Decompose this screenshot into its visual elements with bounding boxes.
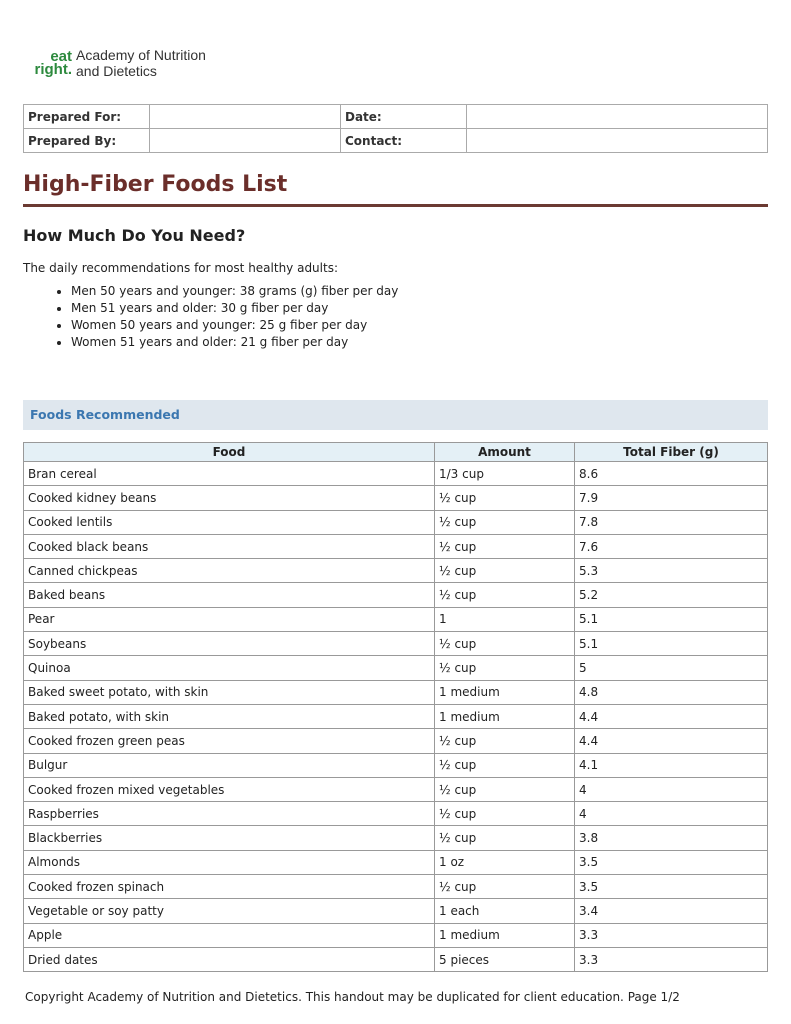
cell-food: Cooked black beans bbox=[24, 534, 435, 558]
table-row bbox=[24, 656, 768, 680]
prepared-for-label: Prepared For: bbox=[24, 105, 150, 129]
cell-amount: 1 each bbox=[435, 899, 575, 923]
cell-fiber: 3.3 bbox=[575, 947, 768, 971]
cell-amount: ½ cup bbox=[435, 486, 575, 510]
cell-fiber: 7.8 bbox=[575, 510, 768, 534]
page-title: High-Fiber Foods List bbox=[23, 172, 288, 197]
logo bbox=[26, 47, 206, 79]
cell-fiber: 5 bbox=[575, 656, 768, 680]
prepared-by-field[interactable] bbox=[150, 129, 341, 153]
table-row bbox=[24, 534, 768, 558]
cell-amount: ½ cup bbox=[435, 510, 575, 534]
cell-fiber: 3.5 bbox=[575, 850, 768, 874]
cell-fiber: 4 bbox=[575, 802, 768, 826]
cell-amount: 1 medium bbox=[435, 680, 575, 704]
table-row bbox=[24, 704, 768, 728]
table-row bbox=[24, 850, 768, 874]
cell-food: Almonds bbox=[24, 850, 435, 874]
list-item: • Men 51 years and older: 30 g fiber per day bbox=[71, 300, 398, 317]
intro-text: The daily recommendations for most healthy adults: bbox=[23, 261, 338, 275]
table-row bbox=[24, 510, 768, 534]
table-row bbox=[24, 899, 768, 923]
table-row bbox=[24, 802, 768, 826]
cell-fiber: 5.3 bbox=[575, 559, 768, 583]
cell-fiber: 5.1 bbox=[575, 632, 768, 656]
title-divider bbox=[23, 204, 768, 207]
cell-amount: 5 pieces bbox=[435, 947, 575, 971]
cell-amount: ½ cup bbox=[435, 802, 575, 826]
cell-food: Baked potato, with skin bbox=[24, 704, 435, 728]
cell-food: Bulgur bbox=[24, 753, 435, 777]
cell-fiber: 5.1 bbox=[575, 607, 768, 631]
table-row bbox=[24, 875, 768, 899]
cell-amount: ½ cup bbox=[435, 875, 575, 899]
footer-copyright: Copyright Academy of Nutrition and Dietetics. This handout may be duplicated for client education. Page 1/2 bbox=[25, 990, 680, 1004]
cell-amount: ½ cup bbox=[435, 729, 575, 753]
eatright-logo-mark bbox=[26, 50, 72, 76]
cell-amount: ½ cup bbox=[435, 777, 575, 801]
col-header-fiber: Total Fiber (g) bbox=[575, 443, 768, 462]
cell-fiber: 3.5 bbox=[575, 875, 768, 899]
cell-fiber: 4.1 bbox=[575, 753, 768, 777]
cell-amount: 1 medium bbox=[435, 704, 575, 728]
logo-mark-top: eat bbox=[50, 48, 72, 65]
cell-fiber: 3.3 bbox=[575, 923, 768, 947]
cell-food: Bran cereal bbox=[24, 462, 435, 486]
cell-food: Pear bbox=[24, 607, 435, 631]
cell-amount: ½ cup bbox=[435, 583, 575, 607]
list-item: • Men 50 years and younger: 38 grams (g) fiber per day bbox=[71, 283, 398, 300]
logo-line2: and Dietetics bbox=[76, 63, 157, 79]
cell-amount: 1/3 cup bbox=[435, 462, 575, 486]
cell-fiber: 4.4 bbox=[575, 729, 768, 753]
cell-food: Raspberries bbox=[24, 802, 435, 826]
foods-table bbox=[23, 442, 768, 972]
table-row bbox=[24, 826, 768, 850]
prepared-by-label: Prepared By: bbox=[24, 129, 150, 153]
cell-food: Baked beans bbox=[24, 583, 435, 607]
cell-amount: ½ cup bbox=[435, 632, 575, 656]
logo-line1: Academy of Nutrition bbox=[76, 47, 206, 63]
cell-food: Apple bbox=[24, 923, 435, 947]
col-header-food: Food bbox=[24, 443, 435, 462]
col-header-amount: Amount bbox=[435, 443, 575, 462]
table-row bbox=[24, 729, 768, 753]
date-label: Date: bbox=[341, 105, 467, 129]
table-row bbox=[24, 607, 768, 631]
recommendations-list bbox=[23, 283, 398, 351]
table-row bbox=[24, 632, 768, 656]
cell-food: Baked sweet potato, with skin bbox=[24, 680, 435, 704]
cell-amount: 1 bbox=[435, 607, 575, 631]
table-row bbox=[24, 559, 768, 583]
cell-amount: 1 oz bbox=[435, 850, 575, 874]
table-row bbox=[24, 583, 768, 607]
cell-fiber: 4.4 bbox=[575, 704, 768, 728]
table-row bbox=[24, 777, 768, 801]
section-heading: How Much Do You Need? bbox=[23, 226, 246, 245]
contact-label: Contact: bbox=[341, 129, 467, 153]
cell-amount: ½ cup bbox=[435, 559, 575, 583]
contact-field[interactable] bbox=[467, 129, 768, 153]
table-row bbox=[24, 753, 768, 777]
cell-amount: ½ cup bbox=[435, 753, 575, 777]
table-row bbox=[24, 680, 768, 704]
cell-fiber: 8.6 bbox=[575, 462, 768, 486]
cell-food: Cooked frozen green peas bbox=[24, 729, 435, 753]
list-item: • Women 51 years and older: 21 g fiber per day bbox=[71, 334, 398, 351]
cell-food: Cooked kidney beans bbox=[24, 486, 435, 510]
list-item: • Women 50 years and younger: 25 g fiber per day bbox=[71, 317, 398, 334]
logo-mark-bottom: right. bbox=[34, 61, 72, 78]
cell-food: Soybeans bbox=[24, 632, 435, 656]
cell-food: Canned chickpeas bbox=[24, 559, 435, 583]
logo-text bbox=[76, 47, 206, 79]
foods-recommended-heading: Foods Recommended bbox=[30, 407, 180, 422]
cell-fiber: 4 bbox=[575, 777, 768, 801]
foods-recommended-banner bbox=[23, 400, 768, 430]
cell-fiber: 3.8 bbox=[575, 826, 768, 850]
cell-amount: ½ cup bbox=[435, 826, 575, 850]
cell-amount: ½ cup bbox=[435, 656, 575, 680]
cell-fiber: 3.4 bbox=[575, 899, 768, 923]
cell-amount: ½ cup bbox=[435, 534, 575, 558]
cell-food: Cooked frozen spinach bbox=[24, 875, 435, 899]
table-row bbox=[24, 462, 768, 486]
cell-fiber: 7.6 bbox=[575, 534, 768, 558]
table-row bbox=[24, 947, 768, 971]
cell-food: Cooked lentils bbox=[24, 510, 435, 534]
cell-food: Cooked frozen mixed vegetables bbox=[24, 777, 435, 801]
table-row bbox=[24, 923, 768, 947]
cell-fiber: 7.9 bbox=[575, 486, 768, 510]
cell-fiber: 5.2 bbox=[575, 583, 768, 607]
cell-food: Blackberries bbox=[24, 826, 435, 850]
cell-food: Dried dates bbox=[24, 947, 435, 971]
info-table bbox=[23, 104, 768, 153]
date-field[interactable] bbox=[467, 105, 768, 129]
cell-fiber: 4.8 bbox=[575, 680, 768, 704]
prepared-for-field[interactable] bbox=[150, 105, 341, 129]
cell-food: Quinoa bbox=[24, 656, 435, 680]
table-row bbox=[24, 486, 768, 510]
cell-amount: 1 medium bbox=[435, 923, 575, 947]
cell-food: Vegetable or soy patty bbox=[24, 899, 435, 923]
